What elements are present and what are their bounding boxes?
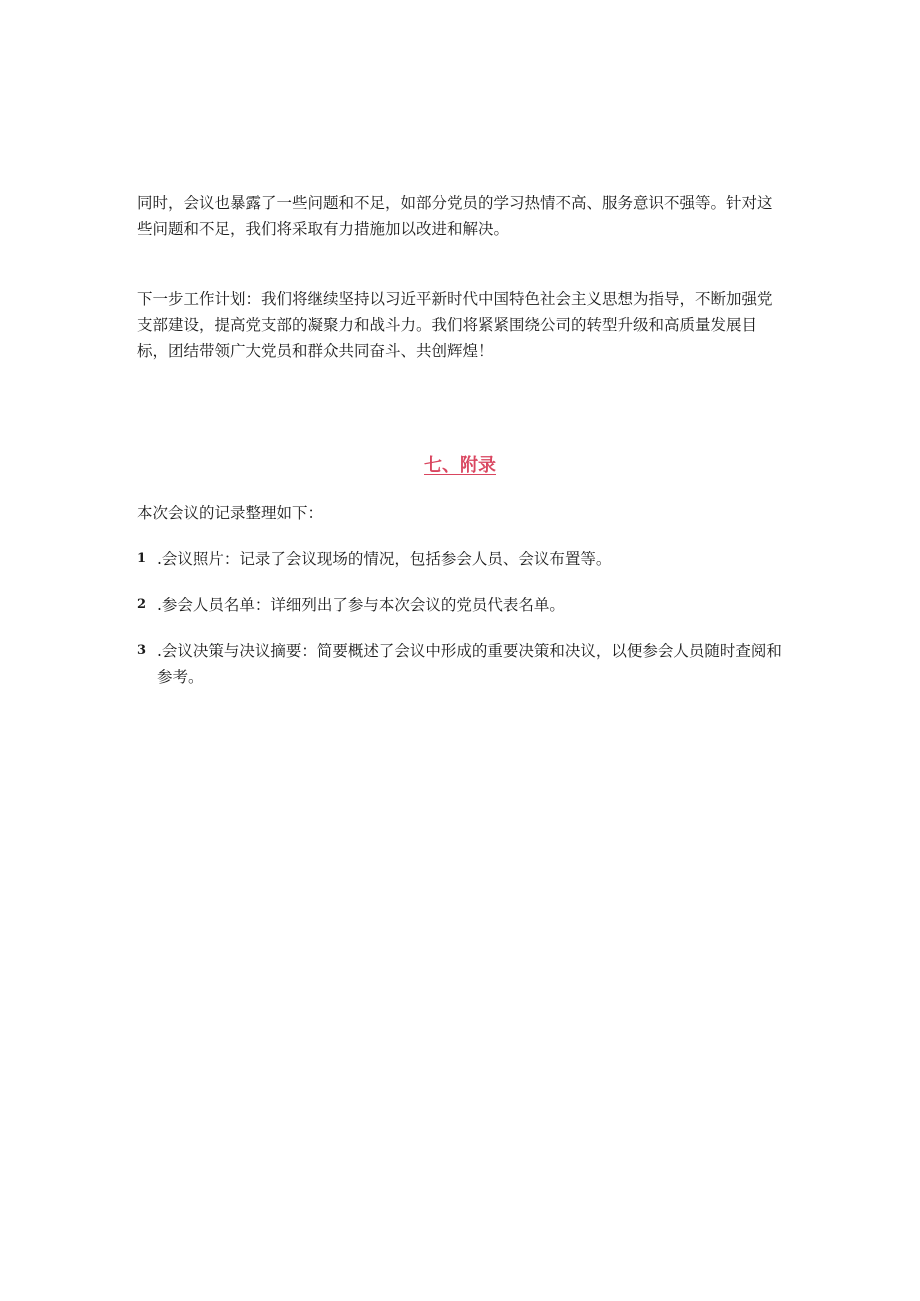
list-item-text: .会议决策与决议摘要：简要概述了会议中形成的重要决策和决议，以便参会人员随时查阅和参考。 xyxy=(157,642,782,686)
section-heading-text: 七、附录 xyxy=(424,455,496,476)
list-item-number: 2 xyxy=(137,597,147,612)
paragraph-next-plan: 下一步工作计划：我们将继续坚持以习近平新时代中国特色社会主义思想为指导，不断加强党支部建设，提高党支部的凝聚力和战斗力。我们将紧紧围绕公司的转型升级和高质量发展目标，团结带领广大党员和群众共同奋斗、共创辉煌！ xyxy=(137,290,773,360)
list-item-text: .会议照片：记录了会议现场的情况，包括参会人员、会议布置等。 xyxy=(157,550,612,568)
list-item-text: .参会人员名单：详细列出了参与本次会议的党员代表名单。 xyxy=(157,596,565,614)
list-item xyxy=(137,638,787,690)
paragraph-issues: 同时，会议也暴露了一些问题和不足，如部分党员的学习热情不高、服务意识不强等。针对这些问题和不足，我们将采取有力措施加以改进和解决。 xyxy=(137,194,773,238)
list-item xyxy=(137,592,787,618)
section-heading-appendix xyxy=(0,452,920,480)
list-item xyxy=(137,546,787,572)
list-item-number: 1 xyxy=(137,551,147,566)
appendix-intro: 本次会议的记录整理如下： xyxy=(137,504,324,522)
list-item-number: 3 xyxy=(137,643,147,658)
